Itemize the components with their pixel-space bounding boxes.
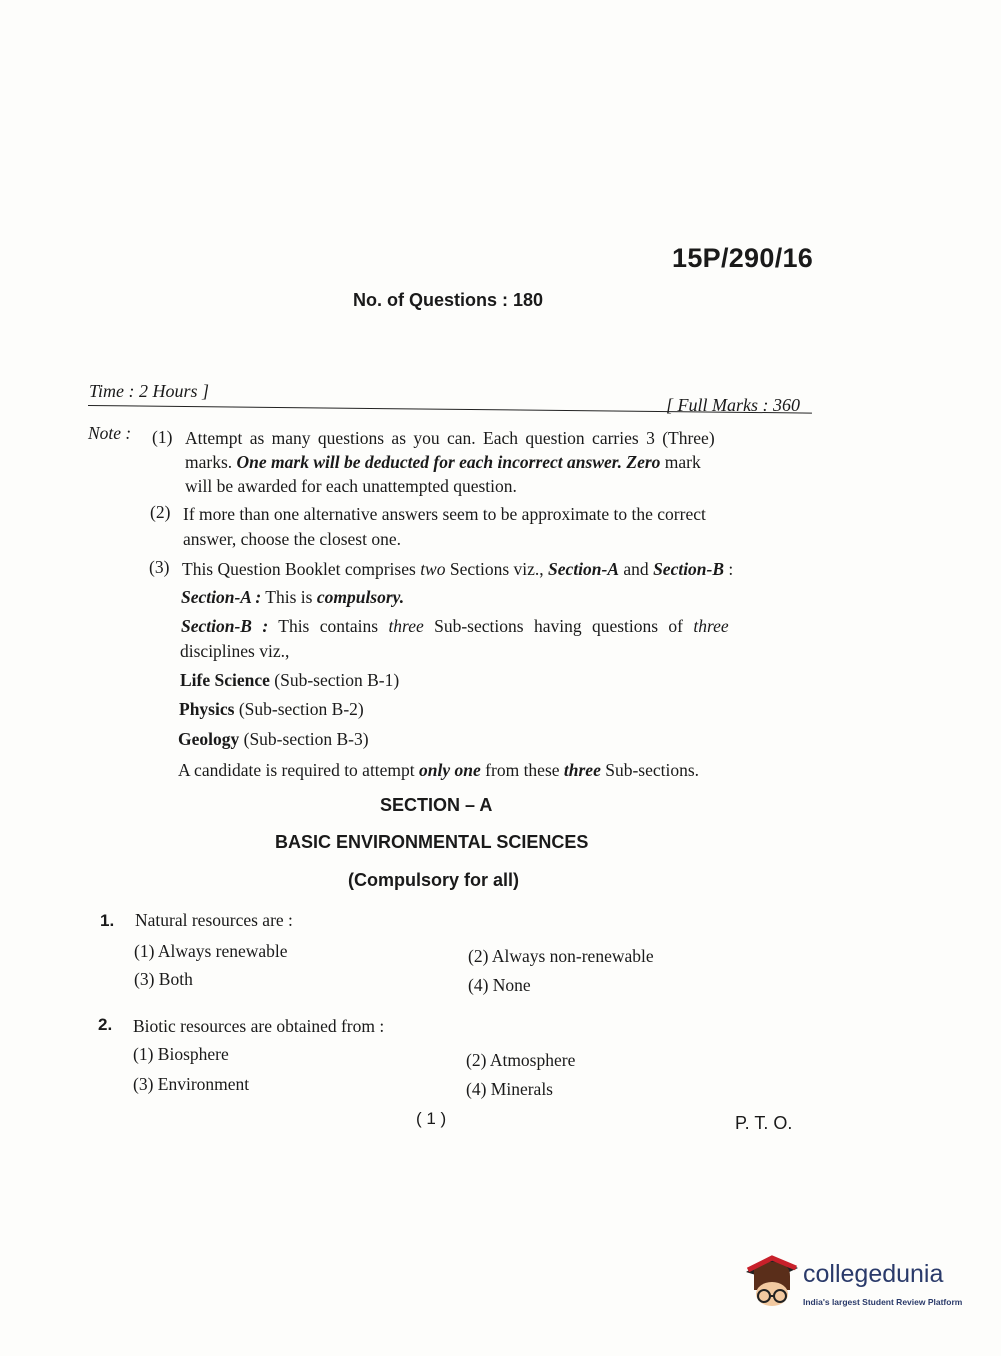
note-item3-l1-c: Sections viz., bbox=[449, 559, 544, 579]
question-2-number: 2. bbox=[98, 1015, 113, 1034]
note-item1-line2-c: mark bbox=[664, 452, 701, 472]
geology-label: Geology bbox=[178, 729, 240, 749]
section-b-label: Section-B : bbox=[181, 616, 269, 636]
section-b-three1: three bbox=[388, 616, 424, 636]
note-item1-penalty: One mark will be deducted for each incorrect answer. Zero bbox=[236, 452, 661, 472]
section-a-label: Section-A : bbox=[181, 587, 262, 607]
cand-e: Sub-sections. bbox=[605, 760, 700, 780]
note-item3-l1-e: and bbox=[623, 559, 649, 579]
question-1-option-2: (2) Always non-renewable bbox=[468, 946, 654, 966]
section-a-desc bbox=[181, 585, 404, 609]
note-item1-num: (1) bbox=[152, 427, 173, 447]
page-number: ( 1 ) bbox=[416, 1109, 447, 1128]
cand-three: three bbox=[563, 760, 601, 780]
physics-label: Physics bbox=[179, 699, 235, 719]
section-b-text2: Sub-sections having questions of bbox=[434, 616, 684, 636]
section-a-compulsory: compulsory. bbox=[316, 587, 405, 607]
note-item3-l1-d: Section-A bbox=[548, 559, 620, 579]
note-item3-l1-b: two bbox=[420, 559, 446, 579]
subsection-physics bbox=[179, 697, 364, 721]
question-1-option-3: (3) Both bbox=[134, 969, 193, 989]
note-label: Note : bbox=[88, 423, 132, 443]
note-item1-line2-a: marks. bbox=[185, 452, 233, 472]
note-item1-line1: Attempt as many questions as you can. Each question carries 3 (Three) bbox=[185, 428, 715, 448]
section-subtitle: BASIC ENVIRONMENTAL SCIENCES bbox=[275, 832, 589, 852]
question-2-option-3: (3) Environment bbox=[133, 1074, 250, 1094]
question-1-option-4: (4) None bbox=[468, 975, 531, 995]
question-2-text: Biotic resources are obtained from : bbox=[133, 1016, 385, 1036]
note-item3-num: (3) bbox=[149, 557, 170, 577]
note-item3-l1-f: Section-B bbox=[653, 559, 725, 579]
cand-only-one: only one bbox=[419, 760, 481, 780]
full-marks: [ Full Marks : 360 bbox=[666, 395, 800, 415]
collegedunia-logo-text: collegedunia bbox=[803, 1260, 944, 1288]
note-item2-line1: If more than one alternative answers seem to be approximate to the correct bbox=[183, 504, 706, 524]
physics-sub: (Sub-section B-2) bbox=[238, 699, 364, 719]
number-of-questions: No. of Questions : 180 bbox=[353, 290, 544, 310]
question-2-option-4: (4) Minerals bbox=[466, 1079, 553, 1099]
time-allowed: Time : 2 Hours ] bbox=[89, 381, 210, 401]
subsection-life-science bbox=[180, 668, 399, 692]
question-2-option-2: (2) Atmosphere bbox=[466, 1050, 576, 1070]
please-turn-over: P. T. O. bbox=[735, 1113, 793, 1133]
note-item3-l1-a: This Question Booklet comprises bbox=[182, 559, 416, 579]
note-item2-line2: answer, choose the closest one. bbox=[183, 529, 401, 549]
section-title: SECTION – A bbox=[380, 795, 493, 815]
note-item1-line3: will be awarded for each unattempted question. bbox=[185, 476, 517, 496]
life-science-sub: (Sub-section B-1) bbox=[274, 670, 400, 690]
cand-c: from these bbox=[485, 760, 560, 780]
candidate-instruction bbox=[178, 758, 699, 782]
section-b-desc bbox=[181, 614, 729, 638]
note-item3-l1-g: : bbox=[728, 559, 734, 579]
note-item2-num: (2) bbox=[150, 502, 171, 522]
section-b-three2: three bbox=[693, 616, 729, 636]
subsection-geology bbox=[178, 727, 369, 751]
collegedunia-logo-icon bbox=[742, 1250, 802, 1316]
question-1-text: Natural resources are : bbox=[135, 910, 293, 930]
question-1-number: 1. bbox=[100, 911, 115, 930]
section-compulsory-note: (Compulsory for all) bbox=[348, 870, 520, 890]
paper-code: 15P/290/16 bbox=[672, 243, 814, 273]
section-b-line2: disciplines viz., bbox=[180, 641, 290, 661]
question-2-option-1: (1) Biosphere bbox=[133, 1044, 229, 1064]
note-item1-line2 bbox=[185, 450, 701, 474]
collegedunia-tagline: India's largest Student Review Platform bbox=[803, 1297, 963, 1307]
section-b-text1: This contains bbox=[278, 616, 379, 636]
question-1-option-1: (1) Always renewable bbox=[134, 941, 288, 961]
cand-a: A candidate is required to attempt bbox=[178, 760, 415, 780]
section-a-text: This is bbox=[265, 587, 313, 607]
life-science-label: Life Science bbox=[180, 670, 270, 690]
note-item3-line1 bbox=[182, 557, 733, 581]
geology-sub: (Sub-section B-3) bbox=[243, 729, 369, 749]
